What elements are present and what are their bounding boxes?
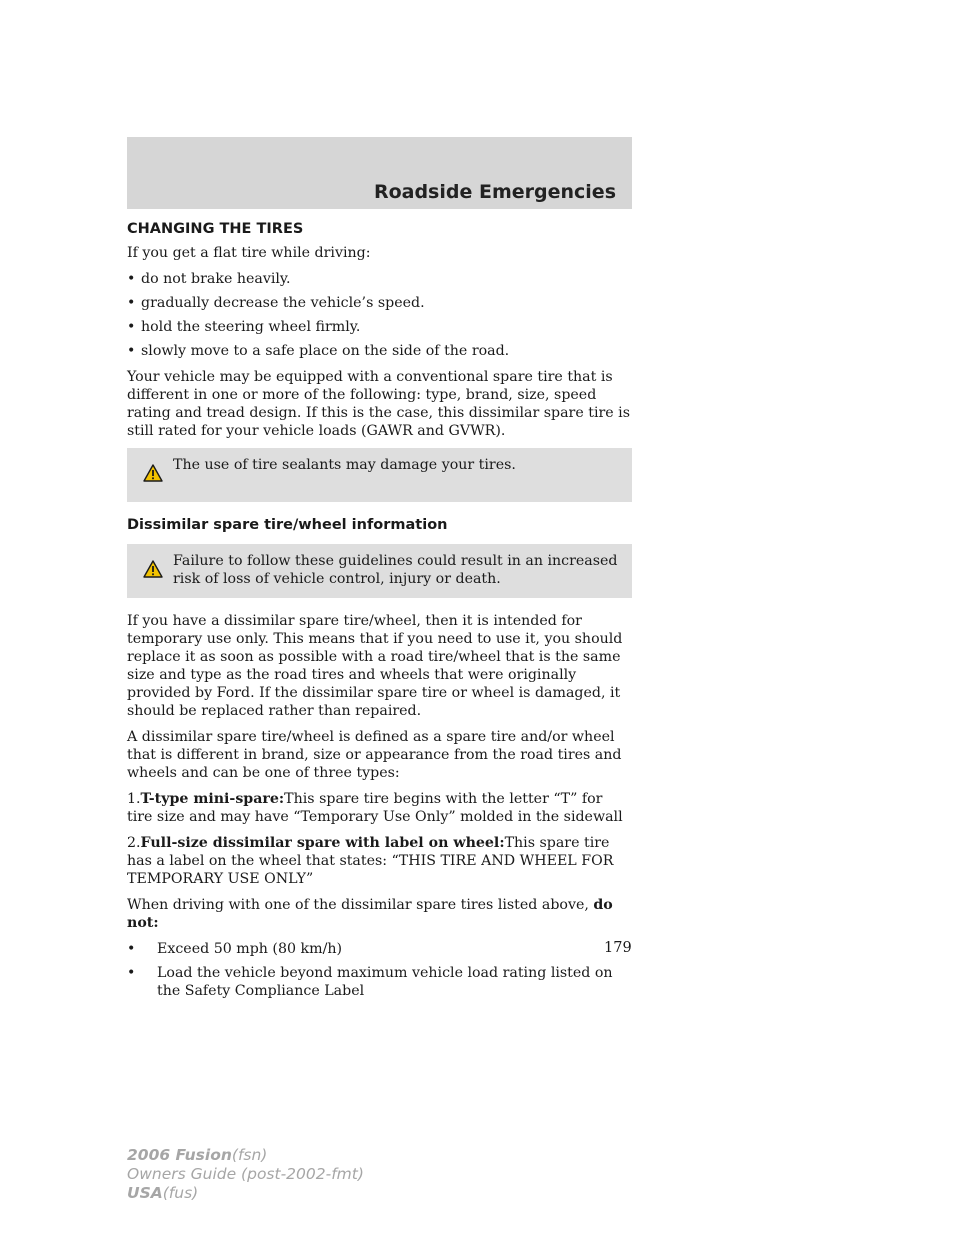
- temporary-use-paragraph: If you have a dissimilar spare tire/wheel, then it is intended for temporary use only. This means that if you need to use it, you should replace it as soon as possible with a road tire/wheel that is the same size and type as the road tires and wheels that were originally provided by Ford. If the dissimilar spare tire or wheel is damaged, it should be replaced rather than repaired.: [127, 613, 623, 719]
- footer-market-code: (fus): [162, 1184, 199, 1202]
- list-item-text: gradually decrease the vehicle’s speed.: [141, 295, 425, 311]
- intro-text: If you get a flat tire while driving:: [127, 245, 371, 261]
- definition-paragraph: A dissimilar spare tire/wheel is defined as a spare tire and/or wheel that is different in brand, size or appearance from the road tires and wheels and can be one of three types:: [127, 729, 622, 781]
- page-number: 179: [604, 940, 632, 956]
- warning-text: Failure to follow these guidelines could result in an increased risk of loss of vehicle control, injury or death.: [173, 553, 618, 587]
- list-item-text: do not brake heavily.: [141, 271, 291, 287]
- subsection-title: Dissimilar spare tire/wheel information: [127, 517, 448, 533]
- bullet-icon: •: [127, 965, 136, 981]
- type-text: This spare tire has a label on the wheel that states: “THIS TIRE AND WHEEL FOR TEMPORARY USE ONLY”: [127, 835, 614, 887]
- footer-market: USA: [127, 1184, 163, 1202]
- list-item: [127, 270, 632, 288]
- footer-guide-name: Owners Guide (post-2002-fmt): [127, 1165, 364, 1183]
- driving-intro-text: When driving with one of the dissimilar spare tires listed above,: [127, 897, 589, 913]
- warning-triangle-icon: [143, 464, 163, 482]
- bullet-icon: •: [127, 319, 136, 335]
- warning-text: The use of tire sealants may damage your tires.: [173, 457, 516, 473]
- page-header-title: Roadside Emergencies: [373, 181, 616, 203]
- warning-box-sealants: [127, 448, 632, 502]
- type-item: [127, 790, 632, 826]
- page-content: [127, 220, 632, 1008]
- conventional-spare-paragraph: Your vehicle may be equipped with a conventional spare tire that is different in one or more of the following: type, brand, size, speed rating and tread design. If this is the case, this dissimilar spare tire is still rated for your vehicle loads (GAWR and GVWR).: [127, 369, 630, 439]
- list-item-text: hold the steering wheel firmly.: [141, 319, 361, 335]
- document-footer: [127, 1146, 364, 1203]
- list-item-text: slowly move to a safe place on the side of the road.: [141, 343, 510, 359]
- footer-model-code: (fsn): [231, 1146, 268, 1164]
- bullet-icon: •: [127, 295, 136, 311]
- bullet-icon: •: [127, 343, 136, 359]
- list-item: [127, 964, 632, 1000]
- type-term: T-type mini-spare:: [140, 791, 285, 807]
- bullet-icon: •: [127, 271, 136, 287]
- do-not-list: [127, 940, 632, 1000]
- list-item: [127, 342, 632, 360]
- type-number: 2.: [127, 835, 141, 851]
- section-title: CHANGING THE TIRES: [127, 221, 304, 237]
- bullet-icon: •: [127, 941, 136, 957]
- warning-triangle-icon: [143, 560, 163, 578]
- driving-emphasis-text: do not:: [127, 897, 613, 931]
- list-item: [127, 940, 632, 958]
- header-band: [127, 137, 632, 209]
- list-item: [127, 294, 632, 312]
- driving-paragraph: [127, 896, 632, 932]
- type-text: This spare tire begins with the letter “T” for tire size and may have “Temporary Use Only” molded in the sidewall: [127, 791, 623, 825]
- list-item-text: Load the vehicle beyond maximum vehicle load rating listed on the Safety Compliance Label: [157, 965, 613, 999]
- footer-model: 2006 Fusion: [127, 1146, 232, 1164]
- warning-box-guidelines: [127, 544, 632, 598]
- type-item: [127, 834, 632, 888]
- list-item-text: Exceed 50 mph (80 km/h): [157, 941, 343, 957]
- list-item: [127, 318, 632, 336]
- type-number: 1.: [127, 791, 141, 807]
- flat-tire-steps-list: [127, 270, 632, 360]
- type-term: Full-size dissimilar spare with label on wheel:: [140, 835, 505, 851]
